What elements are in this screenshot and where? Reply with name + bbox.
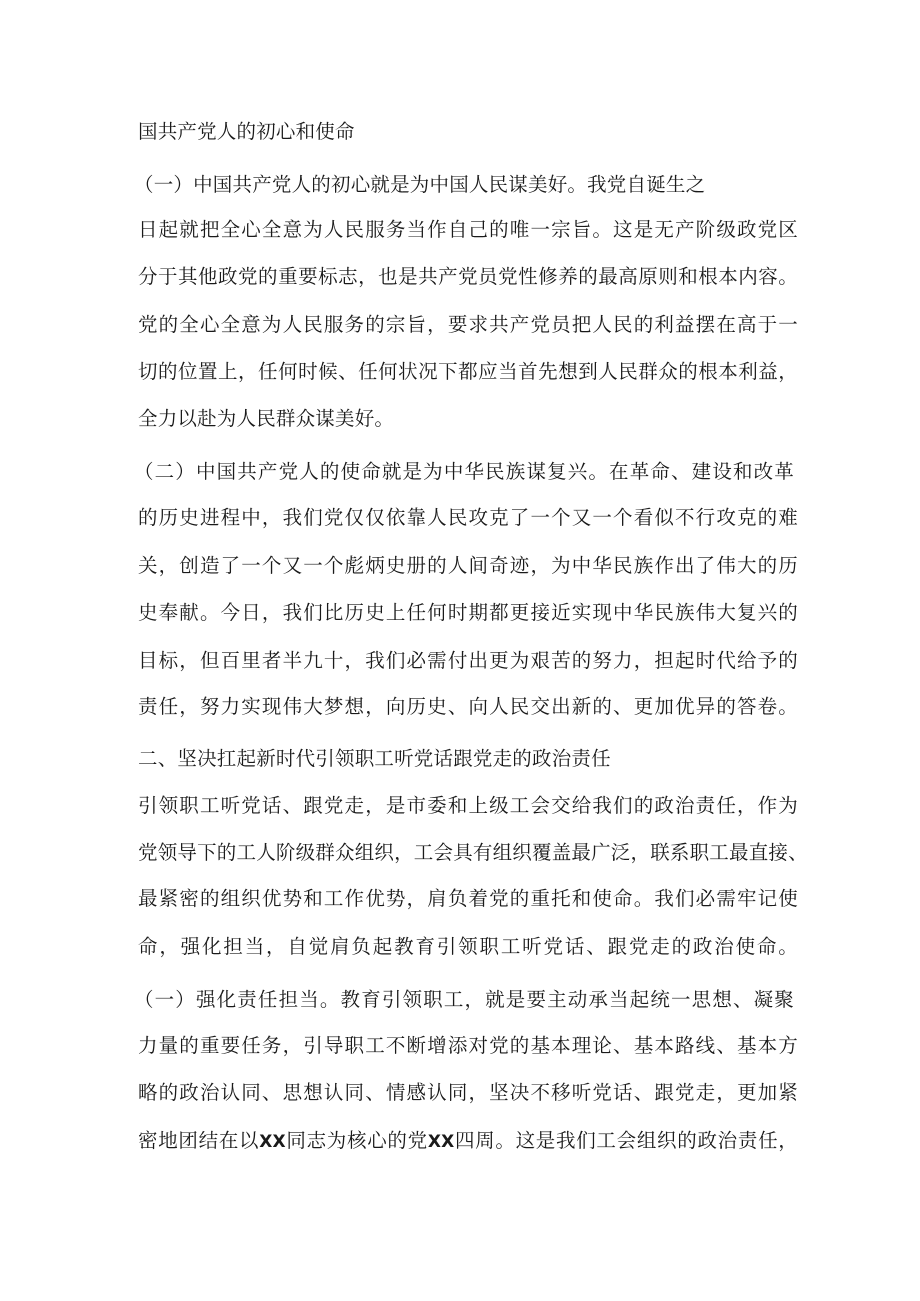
text-line: 国共产党人的初心和使命 xyxy=(138,120,355,143)
text-line: 党领导下的工人阶级群众组织，工会具有组织覆盖最广泛，联系职工最直接、 xyxy=(138,841,808,864)
text-line: 引领职工听党话、跟党走，是市委和上级工会交给我们的政治责任，作为 xyxy=(138,794,798,817)
text-segment: 同志为核心的党 xyxy=(285,1129,428,1152)
text-line: 史奉献。今日，我们比历史上任何时期都更接近实现中华民族伟大复兴的 xyxy=(138,601,798,624)
placeholder-name: XX xyxy=(259,1132,286,1152)
text-line: 的历史进程中，我们党仅仅依靠人民攻克了一个又一个看似不行攻克的难 xyxy=(138,506,798,529)
text-line: 关，创造了一个又一个彪炳史册的人间奇迹，为中华民族作出了伟大的历 xyxy=(138,554,798,577)
text-line: 日起就把全心全意为人民服务当作自己的唯一宗旨。这是无产阶级政党区 xyxy=(138,218,798,241)
text-line: （一）强化责任担当。教育引领职工，就是要主动承当起统一思想、凝聚 xyxy=(134,988,794,1011)
text-line: 目标，但百里者半九十，我们必需付出更为艰苦的努力，担起时代给予的 xyxy=(138,649,798,672)
section-heading: 二、坚决扛起新时代引领职工听党话跟党走的政治责任 xyxy=(138,747,611,770)
text-line: （一）中国共产党人的初心就是为中国人民谋美好。我党自诞生之 xyxy=(134,173,706,196)
text-line: 最紧密的组织优势和工作优势，肩负着党的重托和使命。我们必需牢记使 xyxy=(138,887,798,910)
text-segment: 密地团结在以 xyxy=(138,1129,260,1152)
placeholder-name: XX xyxy=(427,1132,455,1152)
text-line: 党的全心全意为人民服务的宗旨，要求共产党员把人民的利益摆在高于一 xyxy=(138,313,798,336)
text-line: 切的位置上，任何时候、任何状况下都应当首先想到人民群众的根本利益， xyxy=(138,360,798,383)
text-line: 全力以赴为人民群众谋美好。 xyxy=(138,407,395,430)
text-segment: 四周。这是我们工会组织的政治责任， xyxy=(454,1129,798,1152)
text-line-last xyxy=(138,1128,798,1155)
text-line: 略的政治认同、思想认同、情感认同，坚决不移听党话、跟党走，更加紧 xyxy=(138,1081,798,1104)
text-line: 责任，努力实现伟大梦想，向历史、向人民交出新的、更加优异的答卷。 xyxy=(138,695,798,718)
text-line: 分于其他政党的重要标志，也是共产党员党性修养的最高原则和根本内容。 xyxy=(138,265,798,288)
text-line: （二）中国共产党人的使命就是为中华民族谋复兴。在革命、建设和改革 xyxy=(134,460,794,483)
text-line: 力量的重要任务，引导职工不断增添对党的基本理论、基本路线、基本方 xyxy=(138,1034,798,1057)
text-line: 命，强化担当，自觉肩负起教育引领职工听党话、跟党走的政治使命。 xyxy=(138,935,798,958)
